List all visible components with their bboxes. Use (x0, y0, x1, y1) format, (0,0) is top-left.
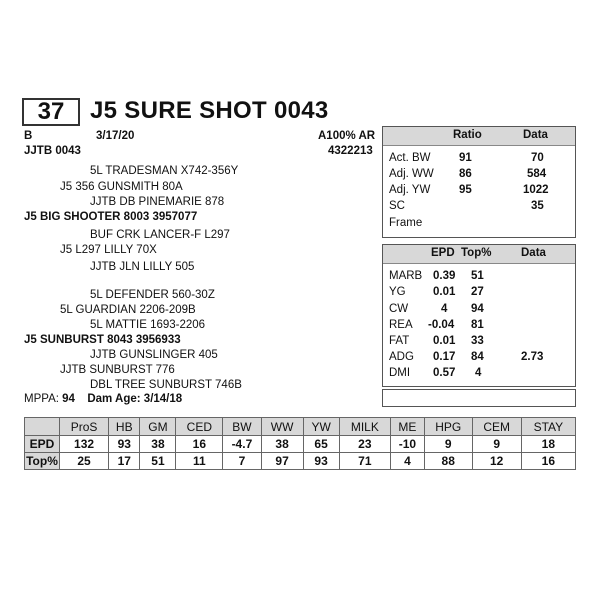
pedigree-dam-dam-dam: DBL TREE SUNBURST 746B (90, 379, 242, 391)
carcass-top-pct: 84 (471, 351, 484, 363)
top-pct-value: 4 (391, 453, 425, 470)
carcass-top-pct: 33 (471, 335, 484, 347)
perf-label: Act. BW (389, 152, 431, 164)
carcass-epd: 0.01 (433, 335, 456, 347)
epd-header: EPD (431, 247, 455, 259)
perf-label: SC (389, 200, 405, 212)
carcass-epd: -0.04 (428, 319, 455, 331)
perf-label: Adj. YW (389, 184, 431, 196)
birth-date: 3/17/20 (96, 130, 135, 142)
top-pct-value: 17 (109, 453, 140, 470)
pedigree-dam: J5 SUNBURST 8043 3956933 (24, 334, 181, 346)
performance-header (383, 127, 575, 146)
sex: B (24, 130, 33, 142)
carcass-label: YG (389, 286, 406, 298)
top-pct-value: 88 (424, 453, 472, 470)
epd-value: 18 (521, 436, 575, 453)
perf-label: Frame (389, 217, 423, 229)
corner-cell (25, 418, 60, 436)
perf-ratio: 95 (459, 184, 472, 196)
top-pct-value: 7 (223, 453, 261, 470)
perf-data: 584 (527, 168, 547, 180)
top-pct-value: 93 (303, 453, 339, 470)
column-header: CED (176, 418, 223, 436)
carcass-label: CW (389, 303, 409, 315)
carcass-top-pct: 81 (471, 319, 484, 331)
epd-row (25, 436, 576, 453)
pedigree-sire-dam: J5 L297 LILLY 70X (60, 244, 157, 256)
carcass-epd: 4 (441, 303, 448, 315)
performance-panel (382, 126, 576, 238)
epd-value: 23 (339, 436, 390, 453)
top-pct-value: 16 (521, 453, 575, 470)
perf-data: 70 (531, 152, 544, 164)
carcass-label: FAT (389, 335, 410, 347)
perf-label: Adj. WW (389, 168, 434, 180)
pedigree-dam-dam: JJTB SUNBURST 776 (60, 364, 175, 376)
mppa-line (24, 393, 182, 405)
pedigree-sire-sire-sire: 5L TRADESMAN X742-356Y (90, 165, 239, 177)
column-header: ME (391, 418, 425, 436)
registration-number: 4322213 (328, 145, 373, 157)
carcass-data: 2.73 (521, 351, 544, 363)
column-header: GM (140, 418, 176, 436)
perf-data: 1022 (523, 184, 549, 196)
top-pct-value: 12 (472, 453, 521, 470)
carcass-label: DMI (389, 367, 411, 379)
epd-value: 132 (60, 436, 109, 453)
carcass-label: MARB (389, 270, 423, 282)
pedigree-dam-sire: 5L GUARDIAN 2206-209B (60, 304, 196, 316)
top-pct-row-label: Top% (26, 454, 58, 468)
perf-ratio: 91 (459, 152, 472, 164)
column-header: STAY (521, 418, 575, 436)
column-header: YW (303, 418, 339, 436)
carcass-label: ADG (389, 351, 414, 363)
ratio-header: Ratio (453, 129, 482, 141)
data-header: Data (523, 129, 548, 141)
lot-number: 37 (37, 98, 65, 125)
pedigree-sire: J5 BIG SHOOTER 8003 3957077 (24, 211, 198, 223)
carcass-epd: 0.39 (433, 270, 456, 282)
carcass-top-pct: 94 (471, 303, 484, 315)
mppa-value: 94 (62, 393, 75, 405)
perf-ratio: 86 (459, 168, 472, 180)
epd-value: 38 (261, 436, 303, 453)
carcass-header (383, 245, 575, 264)
epd-row-label: EPD (25, 436, 60, 453)
tattoo: JJTB 0043 (24, 145, 81, 157)
column-header: ProS (60, 418, 109, 436)
mppa-label: MPPA: (24, 393, 59, 405)
epd-value: 9 (472, 436, 521, 453)
epd-value: 16 (176, 436, 223, 453)
pedigree-dam-dam-sire: JJTB GUNSLINGER 405 (90, 349, 218, 361)
top-pct-header: Top% (461, 247, 492, 259)
epd-table (24, 417, 576, 470)
breed-percentage: A100% AR (318, 130, 376, 142)
pedigree-dam-sire-dam: 5L MATTIE 1693-2206 (90, 319, 206, 331)
data-header: Data (521, 247, 546, 259)
carcass-top-pct: 27 (471, 286, 484, 298)
top-pct-row (25, 453, 576, 470)
epd-value: 9 (424, 436, 472, 453)
blank-box (382, 389, 576, 407)
dam-age-value: 3/14/18 (143, 393, 183, 405)
epd-value: 38 (140, 436, 176, 453)
column-header: BW (223, 418, 261, 436)
carcass-label: REA (389, 319, 413, 331)
carcass-top-pct: 51 (471, 270, 484, 282)
carcass-panel (382, 244, 576, 387)
pedigree-sire-sire-dam: JJTB DB PINEMARIE 878 (90, 196, 225, 208)
epd-table-header-row (25, 418, 576, 436)
pedigree-sire-sire: J5 356 GUNSMITH 80A (60, 181, 183, 193)
animal-name: J5 SURE SHOT 0043 (90, 97, 329, 124)
epd-value: 65 (303, 436, 339, 453)
top-pct-value: 51 (140, 453, 176, 470)
pedigree-dam-sire-sire: 5L DEFENDER 560-30Z (90, 289, 215, 301)
epd-value: 93 (109, 436, 140, 453)
pedigree-sire-dam-dam: JJTB JLN LILLY 505 (90, 261, 195, 273)
column-header: MILK (339, 418, 390, 436)
epd-value: -10 (391, 436, 425, 453)
column-header: WW (261, 418, 303, 436)
epd-value: -4.7 (223, 436, 261, 453)
perf-data: 35 (531, 200, 544, 212)
top-pct-value: 11 (176, 453, 223, 470)
dam-age-label: Dam Age: (87, 393, 141, 405)
top-pct-value: 71 (339, 453, 390, 470)
column-header: HPG (424, 418, 472, 436)
column-header: HB (109, 418, 140, 436)
lot-number-box (22, 98, 80, 126)
pedigree-sire-dam-sire: BUF CRK LANCER-F L297 (90, 229, 230, 241)
carcass-epd: 0.01 (433, 286, 456, 298)
carcass-epd: 0.57 (433, 367, 456, 379)
carcass-top-pct: 4 (475, 367, 482, 379)
top-pct-value: 97 (261, 453, 303, 470)
column-header: CEM (472, 418, 521, 436)
carcass-epd: 0.17 (433, 351, 456, 363)
top-pct-value: 25 (60, 453, 109, 470)
